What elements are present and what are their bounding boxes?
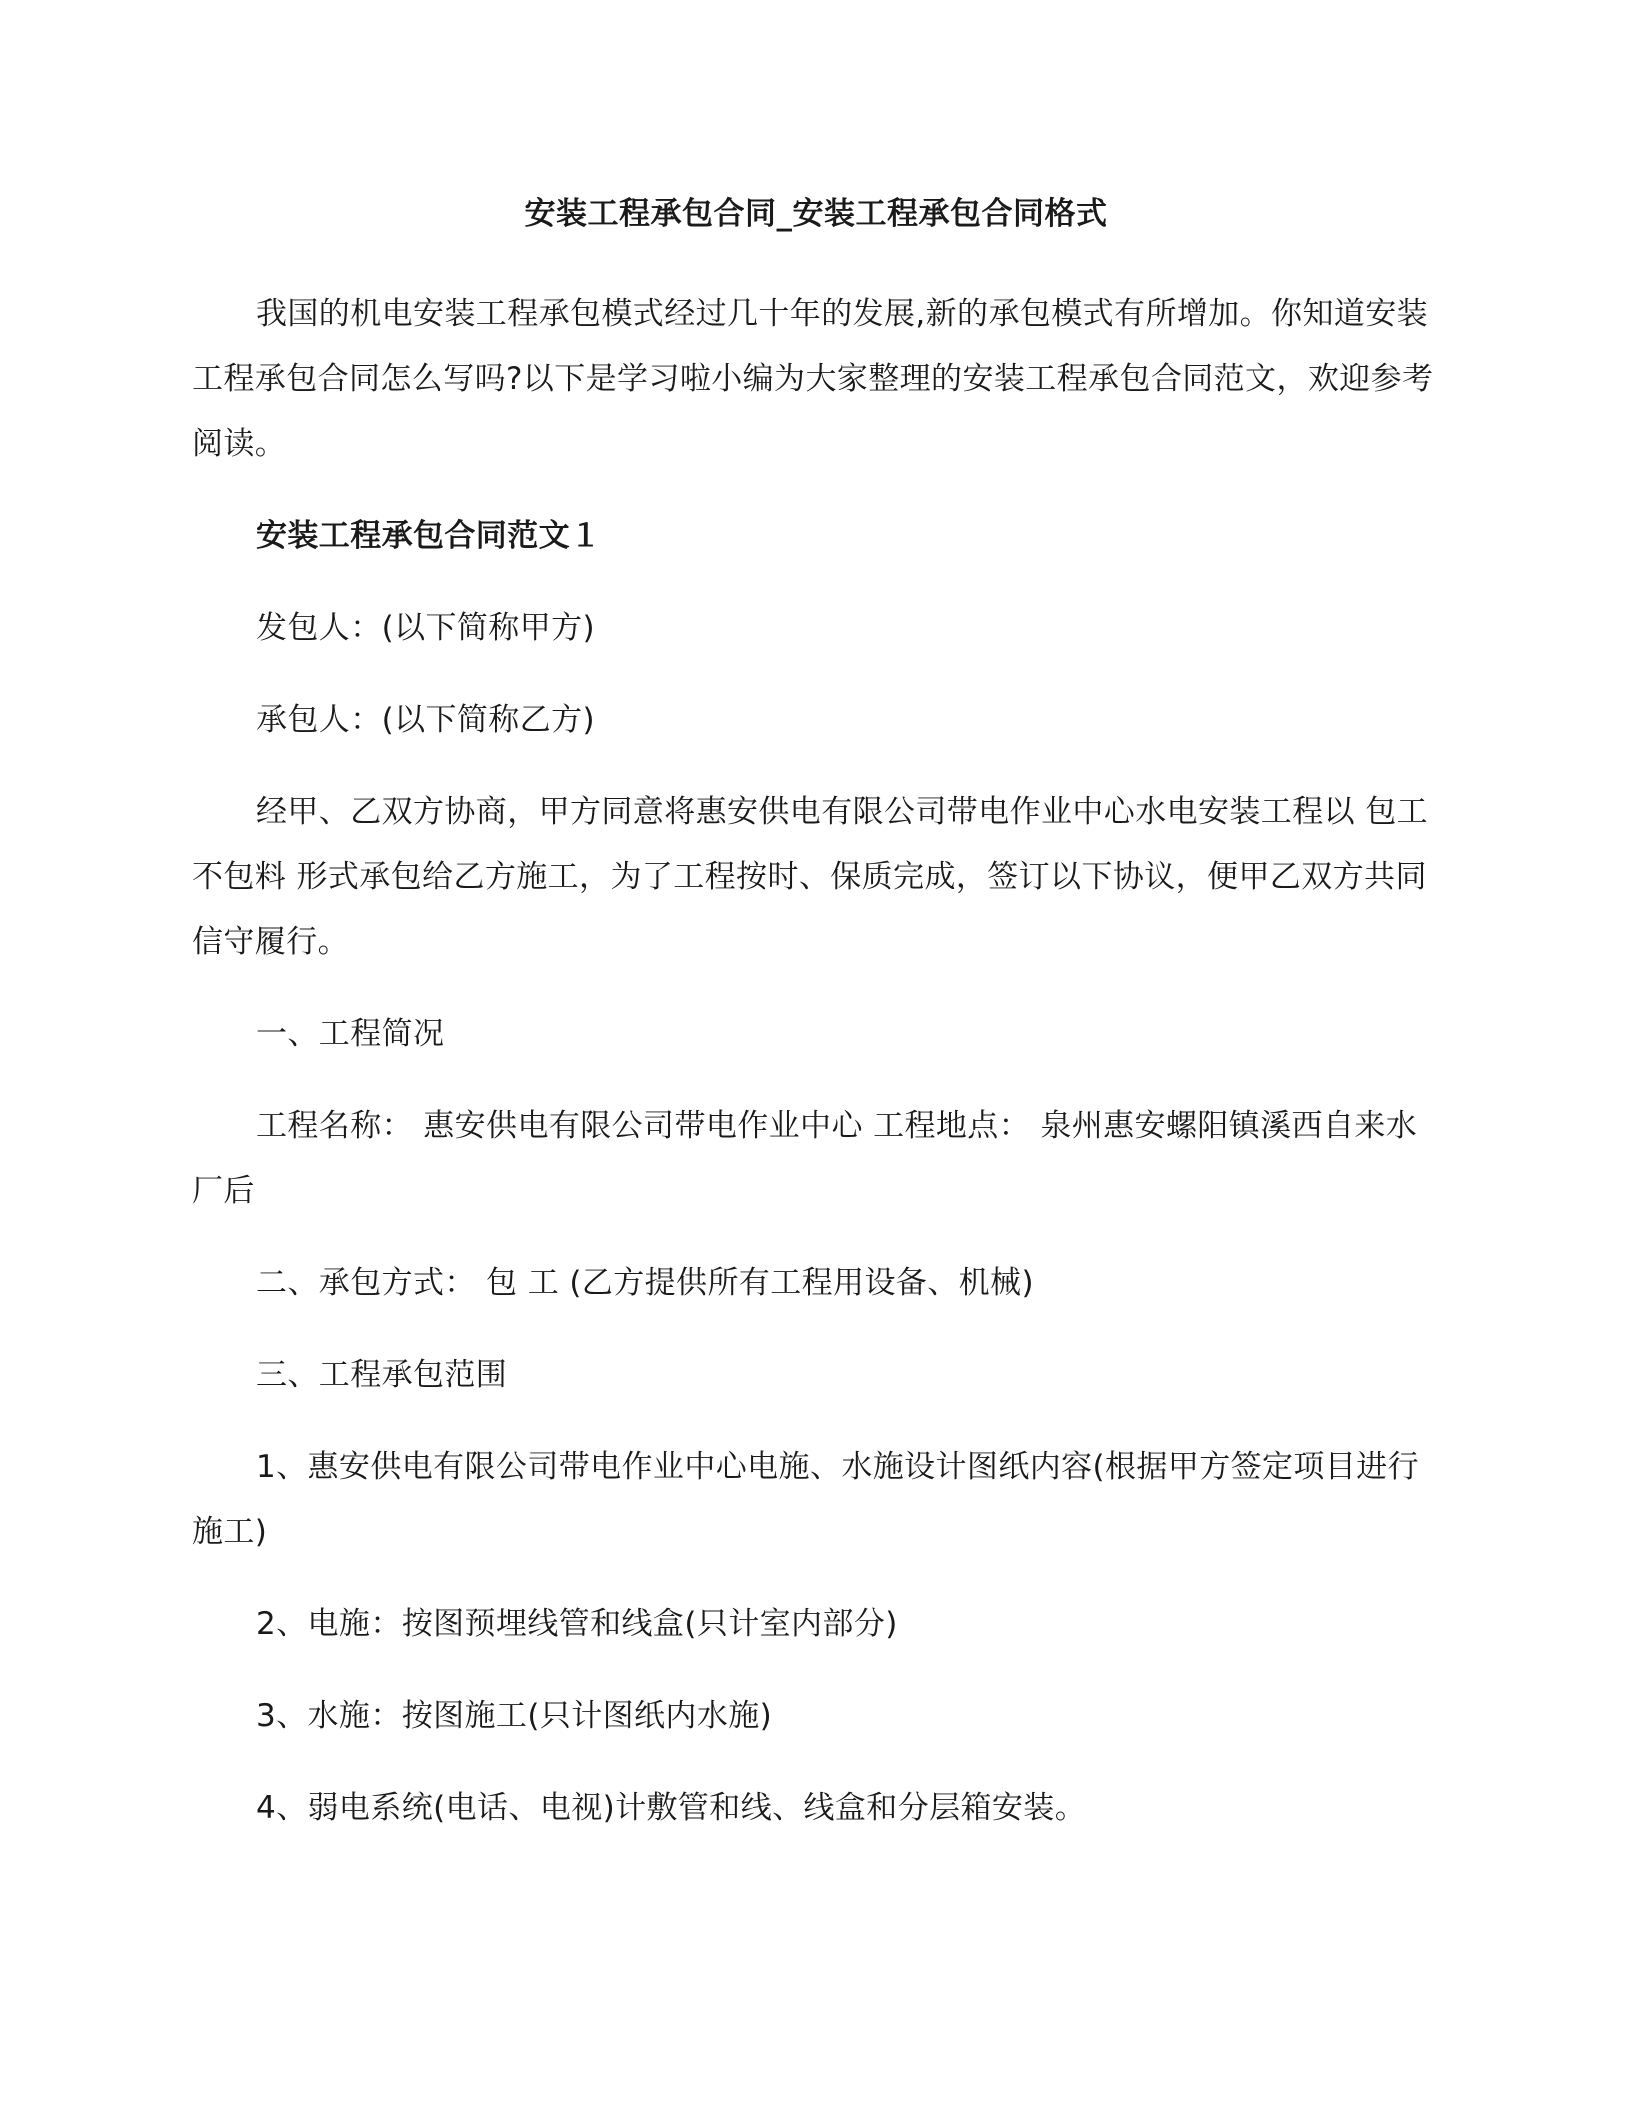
document-title: 安装工程承包合同_安装工程承包合同格式 [524,196,1108,232]
intro-paragraph: 我国的机电安装工程承包模式经过几十年的发展,新的承包模式有所增加。你知道安装工程承包合同怎么写吗?以下是学习啦小编为大家整理的安装工程承包合同范文，欢迎参考阅读。 [192,296,1434,462]
party-b-line: 承包人：(以下简称乙方) [256,702,595,738]
party-a-line: 发包人：(以下简称甲方) [256,610,595,646]
scope-item-2: 2、电施：按图预埋线管和线盒(只计室内部分) [256,1606,898,1642]
section-contract-scope: 三、工程承包范围 [256,1357,508,1393]
scope-item-4: 4、弱电系统(电话、电视)计敷管和线、线盒和分层箱安装。 [256,1790,1087,1826]
document-body [192,190,1440,1868]
section-project-overview: 一、工程简况 [256,1016,445,1052]
section-contract-method: 二、承包方式： 包 工 (乙方提供所有工程用设备、机械) [256,1265,1034,1301]
scope-item-1: 1、惠安供电有限公司带电作业中心电施、水施设计图纸内容(根据甲方签定项目进行施工) [192,1449,1420,1550]
scope-item-3: 3、水施：按图施工(只计图纸内水施) [256,1698,773,1734]
agreement-paragraph: 经甲、乙双方协商，甲方同意将惠安供电有限公司带电作业中心水电安装工程以 包工不包料 形式承包给乙方施工，为了工程按时、保质完成，签订以下协议，便甲乙双方共同信守履行。 [192,794,1429,960]
project-name-location: 工程名称： 惠安供电有限公司带电作业中心 工程地点： 泉州惠安螺阳镇溪西自来水厂后 [192,1108,1418,1209]
section-heading-sample-1: 安装工程承包合同范文１ [256,518,602,554]
